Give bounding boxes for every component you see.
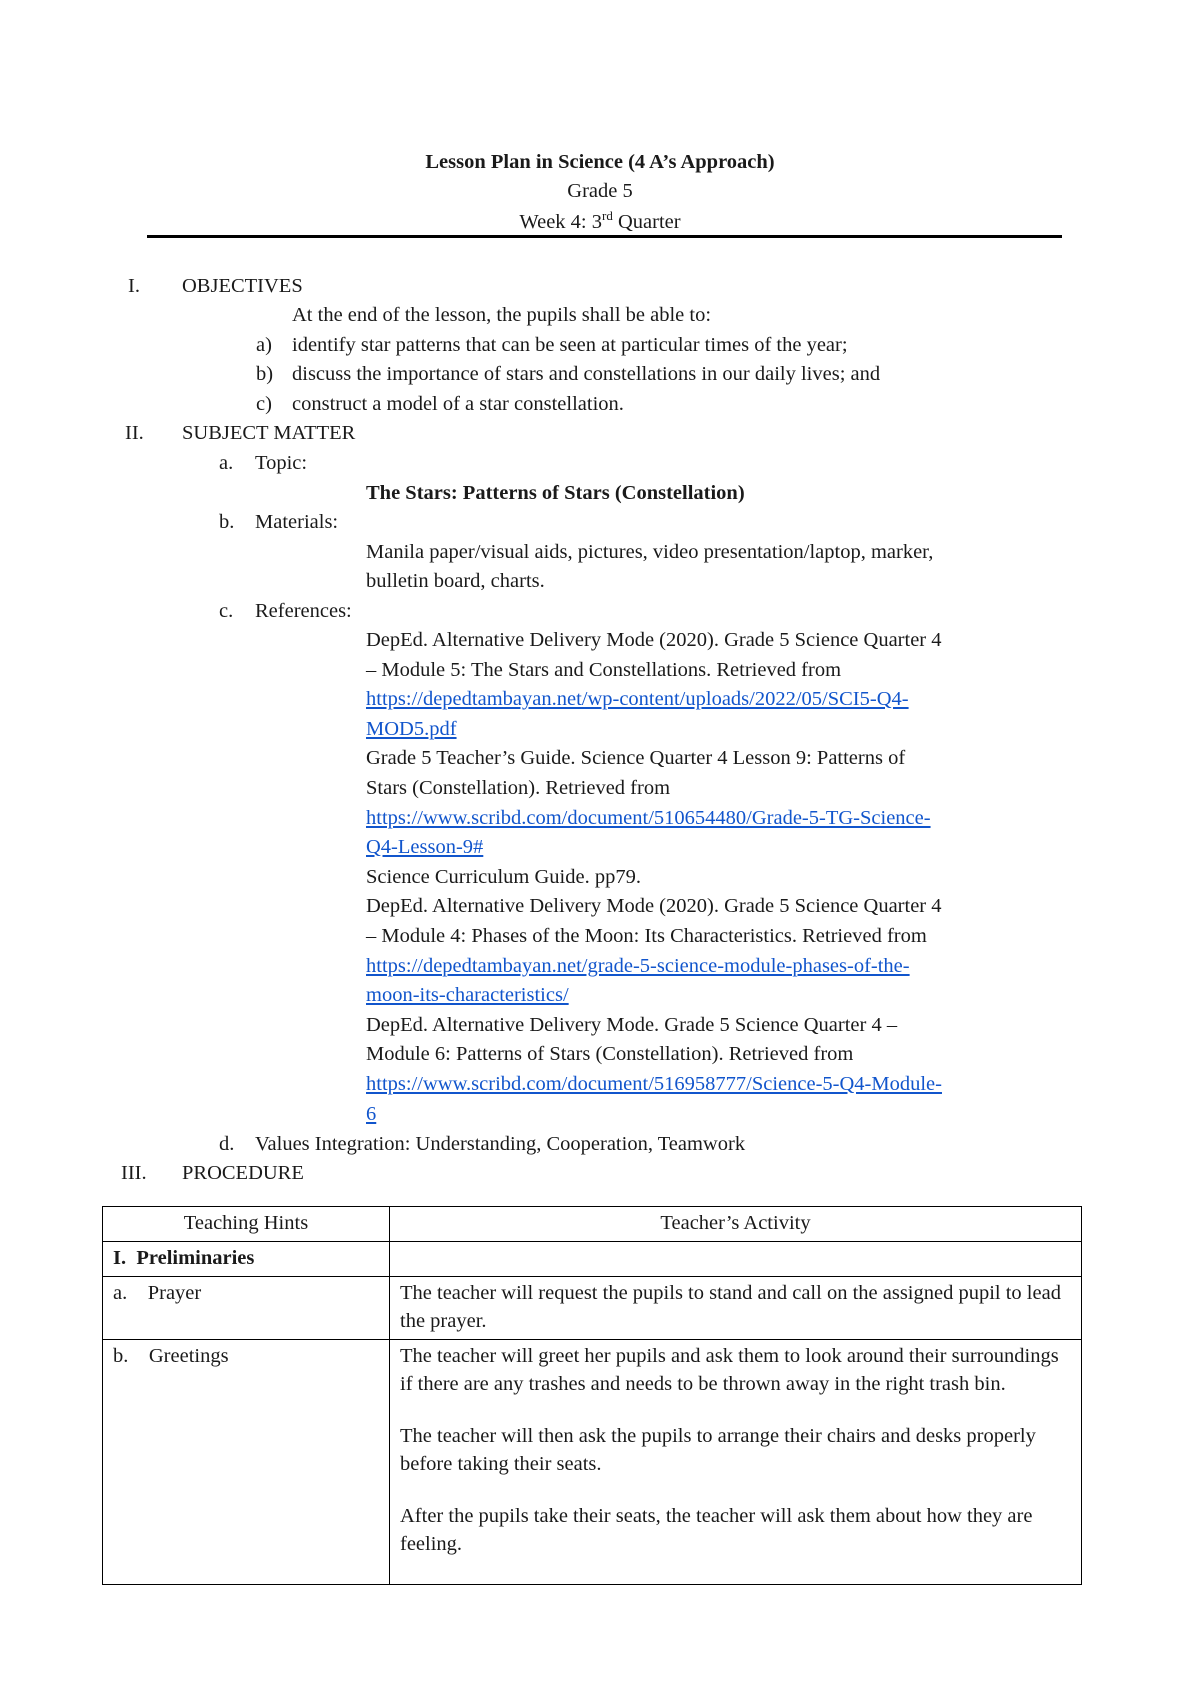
materials-marker: b.	[219, 511, 235, 533]
hint-greetings: b. Greetings	[103, 1340, 390, 1585]
activity-paragraph: The teacher will then ask the pupils to arrange their chairs and desks properly before taking their seats.	[400, 1425, 1036, 1475]
subject-matter-heading: SUBJECT MATTER	[182, 422, 356, 444]
column-header-teaching-hints: Teaching Hints	[103, 1207, 390, 1242]
objectives-heading: OBJECTIVES	[182, 275, 303, 297]
reference-line: DepEd. Alternative Delivery Mode. Grade 5 Science Quarter 4 –	[366, 1013, 898, 1036]
activity-prayer	[390, 1277, 1082, 1340]
column-header-teachers-activity: Teacher’s Activity	[390, 1207, 1082, 1242]
reference-link[interactable]: https://depedtambayan.net/wp-content/uploads/2022/05/SCI5-Q4-	[366, 688, 909, 711]
objective-item-a: identify star patterns that can be seen at particular times of the year;	[292, 334, 848, 356]
grade-label: Grade 5	[567, 180, 633, 202]
reference-line: Stars (Constellation). Retrieved from	[366, 777, 671, 799]
references-marker: c.	[219, 600, 234, 622]
reference-link[interactable]: MOD5.pdf	[366, 717, 457, 740]
objectives-intro: At the end of the lesson, the pupils shall be able to:	[292, 304, 712, 326]
table-header-row	[103, 1207, 1082, 1242]
activity-paragraph: After the pupils take their seats, the teacher will ask them about how they are feeling.	[400, 1505, 1033, 1555]
procedure-heading: PROCEDURE	[182, 1162, 304, 1184]
objective-item-b: discuss the importance of stars and constellations in our daily lives; and	[292, 363, 881, 385]
materials-line-2: bulletin board, charts.	[366, 570, 545, 592]
reference-line: – Module 4: Phases of the Moon: Its Characteristics. Retrieved from	[366, 925, 927, 947]
reference-line: Module 6: Patterns of Stars (Constellation). Retrieved from	[366, 1043, 854, 1066]
week-quarter-label: Week 4: 3rd Quarter	[519, 208, 681, 233]
objective-marker-b: b)	[256, 363, 274, 385]
table-row	[103, 1277, 1082, 1340]
table-row	[103, 1340, 1082, 1585]
materials-line-1: Manila paper/visual aids, pictures, video presentation/laptop, marker,	[366, 541, 934, 563]
values-marker: d.	[219, 1133, 235, 1155]
procedure-numeral: III.	[121, 1162, 147, 1184]
values-integration: Values Integration: Understanding, Cooperation, Teamwork	[255, 1133, 746, 1155]
objective-item-c: construct a model of a star constellation.	[292, 393, 624, 415]
document-title: Lesson Plan in Science (4 A’s Approach)	[425, 151, 775, 173]
reference-link[interactable]: Q4-Lesson-9#	[366, 836, 484, 859]
section-empty-cell	[390, 1242, 1082, 1277]
topic-label: Topic:	[255, 452, 308, 474]
activity-paragraph: The teacher will request the pupils to stand and call on the assigned pupil to lead the prayer.	[400, 1282, 1061, 1332]
procedure-table	[102, 1206, 1082, 1585]
materials-label: Materials:	[255, 511, 339, 533]
reference-link[interactable]: 6	[366, 1102, 377, 1125]
topic-value: The Stars: Patterns of Stars (Constellation)	[366, 482, 745, 504]
references-label: References:	[255, 600, 352, 622]
reference-link[interactable]: https://www.scribd.com/document/516958777/Science-5-Q4-Module-	[366, 1073, 942, 1095]
section-preliminaries: I. Preliminaries	[103, 1242, 390, 1277]
reference-link[interactable]: https://depedtambayan.net/grade-5-science-module-phases-of-the-	[366, 954, 910, 977]
reference-line: DepEd. Alternative Delivery Mode (2020). Grade 5 Science Quarter 4	[366, 895, 942, 918]
objective-marker-a: a)	[256, 334, 272, 356]
reference-link[interactable]: https://www.scribd.com/document/510654480/Grade-5-TG-Science-	[366, 806, 931, 829]
header-divider	[147, 235, 1062, 238]
activity-paragraph: The teacher will greet her pupils and ask them to look around their surroundings if there are any trashes and needs to be thrown away in the right trash bin.	[400, 1345, 1059, 1395]
reference-line: Science Curriculum Guide. pp79.	[366, 865, 641, 888]
table-row	[103, 1242, 1082, 1277]
topic-marker: a.	[219, 452, 234, 474]
objectives-numeral: I.	[128, 275, 140, 297]
activity-greetings	[390, 1340, 1082, 1585]
objective-marker-c: c)	[256, 393, 272, 415]
subject-matter-numeral: II.	[125, 422, 144, 444]
reference-line: Grade 5 Teacher’s Guide. Science Quarter 4 Lesson 9: Patterns of	[366, 747, 906, 770]
reference-link[interactable]: moon-its-characteristics/	[366, 984, 569, 1007]
reference-line: – Module 5: The Stars and Constellations. Retrieved from	[366, 658, 842, 681]
hint-prayer: a. Prayer	[103, 1277, 390, 1340]
reference-line: DepEd. Alternative Delivery Mode (2020). Grade 5 Science Quarter 4	[366, 629, 942, 651]
